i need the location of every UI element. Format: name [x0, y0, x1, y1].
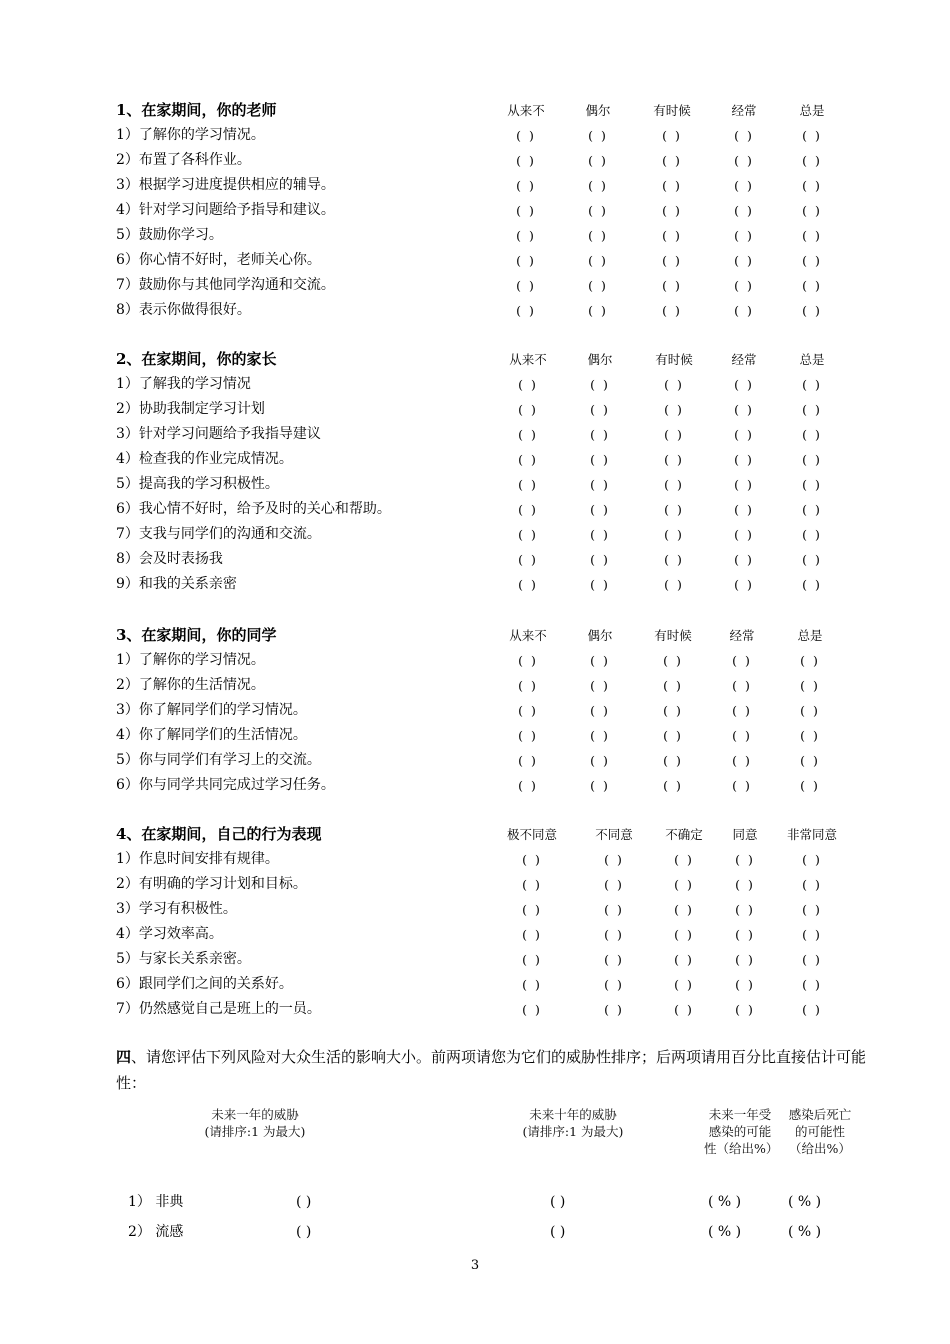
section-self	[116, 822, 856, 1022]
question-text: 8）会及时表扬我	[116, 551, 223, 567]
answer-checkbox[interactable]: ( )	[800, 653, 820, 668]
answer-checkbox[interactable]: ( )	[800, 728, 820, 743]
answer-checkbox[interactable]: ( )	[664, 552, 684, 567]
column-header-one-year	[190, 1106, 320, 1140]
option-header: 经常	[731, 352, 757, 367]
answer-checkbox[interactable]: ( )	[518, 552, 538, 567]
answer-checkbox[interactable]: ( )	[800, 778, 820, 793]
answer-checkbox[interactable]: ( )	[802, 253, 822, 268]
question-row	[116, 148, 856, 173]
answer-checkbox[interactable]: ( )	[518, 678, 538, 693]
answer-checkbox[interactable]: ( )	[734, 527, 754, 542]
question-text: 5）与家长关系亲密。	[116, 951, 251, 967]
section-classmate	[116, 623, 856, 798]
answer-checkbox[interactable]: ( )	[663, 653, 683, 668]
question-row	[116, 447, 856, 472]
answer-checkbox[interactable]: ( )	[664, 377, 684, 392]
option-header: 有时候	[653, 103, 691, 118]
page-number: 3	[470, 1258, 480, 1273]
answer-checkbox[interactable]: ( )	[664, 527, 684, 542]
risk-label: 2） 流感	[128, 1224, 184, 1240]
option-header: 有时候	[655, 352, 693, 367]
question-row	[116, 897, 856, 922]
answer-checkbox[interactable]: ( )	[802, 278, 822, 293]
rank-one-year-field[interactable]: ( )	[296, 1224, 312, 1240]
answer-checkbox[interactable]: ( )	[802, 303, 822, 318]
question-row	[116, 723, 856, 748]
answer-checkbox[interactable]: ( )	[734, 427, 754, 442]
section-title: 4、在家期间，自己的行为表现	[116, 825, 322, 843]
risk-row-sars	[116, 1189, 876, 1215]
answer-checkbox[interactable]: ( )	[663, 753, 683, 768]
answer-checkbox[interactable]: ( )	[516, 128, 536, 143]
answer-checkbox[interactable]: ( )	[516, 153, 536, 168]
answer-checkbox[interactable]: ( )	[590, 502, 610, 517]
question-row	[116, 223, 856, 248]
question-text: 2）布置了各科作业。	[116, 152, 251, 168]
header-line: 未来一年的威胁	[211, 1107, 299, 1122]
answer-checkbox[interactable]: ( )	[802, 577, 822, 592]
question-text: 3）根据学习进度提供相应的辅导。	[116, 177, 335, 193]
question-text: 5）你与同学们有学习上的交流。	[116, 752, 321, 768]
question-row	[116, 522, 856, 547]
answer-checkbox[interactable]: ( )	[802, 402, 822, 417]
header-note: (请排序:1 为最大)	[522, 1124, 624, 1139]
question-row	[116, 698, 856, 723]
option-header: 从来不	[509, 352, 547, 367]
question-text: 6）我心情不好时，给予及时的关心和帮助。	[116, 501, 391, 517]
answer-checkbox[interactable]: ( )	[735, 852, 755, 867]
answer-checkbox[interactable]: ( )	[590, 678, 610, 693]
answer-checkbox[interactable]: ( )	[800, 703, 820, 718]
answer-checkbox[interactable]: ( )	[734, 452, 754, 467]
answer-checkbox[interactable]: ( )	[588, 153, 608, 168]
answer-checkbox[interactable]: ( )	[734, 203, 754, 218]
answer-checkbox[interactable]: ( )	[590, 728, 610, 743]
answer-checkbox[interactable]: ( )	[590, 527, 610, 542]
question-text: 7）仍然感觉自己是班上的一员。	[116, 1001, 321, 1017]
option-header: 有时候	[654, 628, 692, 643]
question-number: 四	[116, 1048, 132, 1066]
option-header: 同意	[732, 827, 758, 842]
question-text: 7）支我与同学们的沟通和交流。	[116, 526, 321, 542]
answer-checkbox[interactable]: ( )	[674, 877, 694, 892]
question-row	[116, 372, 856, 397]
answer-checkbox[interactable]: ( )	[518, 728, 538, 743]
option-header: 偶尔	[585, 103, 611, 118]
option-header: 经常	[731, 103, 757, 118]
answer-checkbox[interactable]: ( )	[732, 778, 752, 793]
answer-checkbox[interactable]: ( )	[802, 228, 822, 243]
header-text: 未来一年受感染的可能性（给出%）	[704, 1107, 779, 1156]
answer-checkbox[interactable]: ( )	[734, 153, 754, 168]
answer-checkbox[interactable]: ( )	[604, 952, 624, 967]
answer-checkbox[interactable]: ( )	[734, 502, 754, 517]
answer-checkbox[interactable]: ( )	[802, 877, 822, 892]
question-row	[116, 748, 856, 773]
answer-checkbox[interactable]: ( )	[516, 178, 536, 193]
question-text: 6）你心情不好时，老师关心你。	[116, 252, 321, 268]
answer-checkbox[interactable]: ( )	[662, 303, 682, 318]
section-header	[116, 623, 856, 648]
question-text: 1）了解你的学习情况。	[116, 652, 265, 668]
option-header: 极不同意	[506, 827, 558, 842]
question-row	[116, 422, 856, 447]
answer-checkbox[interactable]: ( )	[802, 427, 822, 442]
question-row	[116, 572, 856, 597]
answer-checkbox[interactable]: ( )	[664, 402, 684, 417]
question-instruction: 、请您评估下列风险对大众生活的影响大小。前两项请您为它们的威胁性排序；后两项请用百分比直接估计可能性：	[116, 1048, 867, 1092]
question-row	[116, 972, 856, 997]
answer-checkbox[interactable]: ( )	[734, 577, 754, 592]
answer-checkbox[interactable]: ( )	[518, 653, 538, 668]
answer-checkbox[interactable]: ( )	[735, 877, 755, 892]
answer-checkbox[interactable]: ( )	[662, 278, 682, 293]
question-text: 9）和我的关系亲密	[116, 576, 237, 592]
answer-checkbox[interactable]: ( )	[664, 502, 684, 517]
answer-checkbox[interactable]: ( )	[664, 452, 684, 467]
answer-checkbox[interactable]: ( )	[590, 577, 610, 592]
option-header: 经常	[729, 628, 755, 643]
question-row	[116, 123, 856, 148]
question-row	[116, 648, 856, 673]
answer-checkbox[interactable]: ( )	[735, 927, 755, 942]
question-row	[116, 673, 856, 698]
question-row	[116, 872, 856, 897]
answer-checkbox[interactable]: ( )	[522, 977, 542, 992]
option-header: 非常同意	[786, 827, 838, 842]
death-percent-field[interactable]: ( % )	[788, 1194, 822, 1210]
option-header: 不确定	[665, 827, 703, 842]
answer-checkbox[interactable]: ( )	[590, 377, 610, 392]
question-row	[116, 997, 856, 1022]
answer-checkbox[interactable]: ( )	[674, 852, 694, 867]
question-text: 2）了解你的生活情况。	[116, 677, 265, 693]
answer-checkbox[interactable]: ( )	[522, 1002, 542, 1017]
answer-checkbox[interactable]: ( )	[518, 778, 538, 793]
option-header: 偶尔	[587, 628, 613, 643]
answer-checkbox[interactable]: ( )	[802, 128, 822, 143]
answer-checkbox[interactable]: ( )	[518, 577, 538, 592]
question-text: 4）学习效率高。	[116, 926, 223, 942]
question-row	[116, 497, 856, 522]
answer-checkbox[interactable]: ( )	[518, 703, 538, 718]
rank-ten-year-field[interactable]: ( )	[550, 1194, 566, 1210]
answer-checkbox[interactable]: ( )	[802, 502, 822, 517]
answer-checkbox[interactable]: ( )	[590, 452, 610, 467]
answer-checkbox[interactable]: ( )	[588, 303, 608, 318]
header-text: 感染后死亡的可能性（给出%）	[788, 1107, 852, 1156]
answer-checkbox[interactable]: ( )	[590, 703, 610, 718]
question-row	[116, 298, 856, 323]
answer-checkbox[interactable]: ( )	[662, 128, 682, 143]
infection-percent-field[interactable]: ( % )	[708, 1194, 742, 1210]
answer-checkbox[interactable]: ( )	[604, 927, 624, 942]
question-text: 6）跟同学们之间的关系好。	[116, 976, 293, 992]
question-row	[116, 947, 856, 972]
rank-one-year-field[interactable]: ( )	[296, 1194, 312, 1210]
section-title: 3、在家期间，你的同学	[116, 626, 277, 644]
answer-checkbox[interactable]: ( )	[802, 452, 822, 467]
answer-checkbox[interactable]: ( )	[604, 1002, 624, 1017]
question-text: 5）提高我的学习积极性。	[116, 476, 279, 492]
answer-checkbox[interactable]: ( )	[732, 653, 752, 668]
answer-checkbox[interactable]: ( )	[604, 902, 624, 917]
answer-checkbox[interactable]: ( )	[518, 402, 538, 417]
section-header	[116, 822, 856, 847]
answer-checkbox[interactable]: ( )	[802, 527, 822, 542]
question-text: 5）鼓励你学习。	[116, 227, 223, 243]
answer-checkbox[interactable]: ( )	[588, 203, 608, 218]
question-row	[116, 773, 856, 798]
answer-checkbox[interactable]: ( )	[590, 753, 610, 768]
section-parent	[116, 347, 856, 597]
answer-checkbox[interactable]: ( )	[663, 778, 683, 793]
answer-checkbox[interactable]: ( )	[663, 703, 683, 718]
answer-checkbox[interactable]: ( )	[802, 477, 822, 492]
answer-checkbox[interactable]: ( )	[802, 203, 822, 218]
answer-checkbox[interactable]: ( )	[802, 952, 822, 967]
question-text: 3）学习有积极性。	[116, 901, 237, 917]
question-row	[116, 397, 856, 422]
option-header: 总是	[799, 352, 825, 367]
answer-checkbox[interactable]: ( )	[802, 377, 822, 392]
answer-checkbox[interactable]: ( )	[662, 253, 682, 268]
column-header-infection	[704, 1106, 779, 1157]
answer-checkbox[interactable]: ( )	[662, 153, 682, 168]
risk-row-flu	[116, 1219, 876, 1245]
question-text: 4）针对学习问题给予指导和建议。	[116, 202, 335, 218]
answer-checkbox[interactable]: ( )	[735, 1002, 755, 1017]
question-text: 3）你了解同学们的学习情况。	[116, 702, 307, 718]
answer-checkbox[interactable]: ( )	[604, 977, 624, 992]
question-text: 4）你了解同学们的生活情况。	[116, 727, 307, 743]
answer-checkbox[interactable]: ( )	[516, 303, 536, 318]
answer-checkbox[interactable]: ( )	[588, 278, 608, 293]
section-title: 2、在家期间，你的家长	[116, 350, 277, 368]
answer-checkbox[interactable]: ( )	[522, 877, 542, 892]
answer-checkbox[interactable]: ( )	[663, 728, 683, 743]
question-text: 4）检查我的作业完成情况。	[116, 451, 293, 467]
answer-checkbox[interactable]: ( )	[674, 927, 694, 942]
answer-checkbox[interactable]: ( )	[734, 228, 754, 243]
answer-checkbox[interactable]: ( )	[802, 977, 822, 992]
column-header-death	[784, 1106, 856, 1157]
question-row	[116, 198, 856, 223]
option-header: 不同意	[595, 827, 633, 842]
risk-question	[116, 1044, 876, 1096]
answer-checkbox[interactable]: ( )	[664, 577, 684, 592]
column-header-ten-year	[508, 1106, 638, 1140]
option-header: 偶尔	[587, 352, 613, 367]
question-row	[116, 922, 856, 947]
answer-checkbox[interactable]: ( )	[588, 228, 608, 243]
answer-checkbox[interactable]: ( )	[588, 128, 608, 143]
answer-checkbox[interactable]: ( )	[800, 678, 820, 693]
answer-checkbox[interactable]: ( )	[734, 402, 754, 417]
answer-checkbox[interactable]: ( )	[734, 128, 754, 143]
answer-checkbox[interactable]: ( )	[518, 527, 538, 542]
answer-checkbox[interactable]: ( )	[674, 977, 694, 992]
question-text: 3）针对学习问题给予我指导建议	[116, 426, 321, 442]
answer-checkbox[interactable]: ( )	[590, 402, 610, 417]
option-header: 从来不	[509, 628, 547, 643]
answer-checkbox[interactable]: ( )	[732, 703, 752, 718]
question-row	[116, 173, 856, 198]
answer-checkbox[interactable]: ( )	[732, 678, 752, 693]
answer-checkbox[interactable]: ( )	[802, 552, 822, 567]
question-row	[116, 547, 856, 572]
question-text: 1）了解你的学习情况。	[116, 127, 265, 143]
answer-checkbox[interactable]: ( )	[662, 178, 682, 193]
answer-checkbox[interactable]: ( )	[732, 753, 752, 768]
answer-checkbox[interactable]: ( )	[664, 427, 684, 442]
question-text: 2）协助我制定学习计划	[116, 401, 265, 417]
question-text: 8）表示你做得很好。	[116, 302, 251, 318]
answer-checkbox[interactable]: ( )	[522, 952, 542, 967]
answer-checkbox[interactable]: ( )	[664, 477, 684, 492]
section-title: 1、在家期间，你的老师	[116, 101, 277, 119]
answer-checkbox[interactable]: ( )	[516, 228, 536, 243]
answer-checkbox[interactable]: ( )	[518, 427, 538, 442]
answer-checkbox[interactable]: ( )	[588, 253, 608, 268]
answer-checkbox[interactable]: ( )	[590, 427, 610, 442]
question-text: 7）鼓励你与其他同学沟通和交流。	[116, 277, 335, 293]
answer-checkbox[interactable]: ( )	[522, 852, 542, 867]
question-text: 1）作息时间安排有规律。	[116, 851, 279, 867]
answer-checkbox[interactable]: ( )	[590, 477, 610, 492]
question-row	[116, 248, 856, 273]
answer-checkbox[interactable]: ( )	[735, 902, 755, 917]
answer-checkbox[interactable]: ( )	[662, 203, 682, 218]
answer-checkbox[interactable]: ( )	[518, 377, 538, 392]
option-header: 总是	[797, 628, 823, 643]
answer-checkbox[interactable]: ( )	[516, 278, 536, 293]
answer-checkbox[interactable]: ( )	[662, 228, 682, 243]
answer-checkbox[interactable]: ( )	[590, 778, 610, 793]
rank-ten-year-field[interactable]: ( )	[550, 1224, 566, 1240]
answer-checkbox[interactable]: ( )	[734, 552, 754, 567]
answer-checkbox[interactable]: ( )	[516, 203, 536, 218]
answer-checkbox[interactable]: ( )	[674, 1002, 694, 1017]
answer-checkbox[interactable]: ( )	[802, 1002, 822, 1017]
answer-checkbox[interactable]: ( )	[735, 977, 755, 992]
answer-checkbox[interactable]: ( )	[734, 178, 754, 193]
section-teacher	[116, 98, 856, 323]
question-row	[116, 847, 856, 872]
answer-checkbox[interactable]: ( )	[734, 477, 754, 492]
answer-checkbox[interactable]: ( )	[674, 902, 694, 917]
answer-checkbox[interactable]: ( )	[516, 253, 536, 268]
answer-checkbox[interactable]: ( )	[518, 753, 538, 768]
answer-checkbox[interactable]: ( )	[663, 678, 683, 693]
question-row	[116, 273, 856, 298]
answer-checkbox[interactable]: ( )	[732, 728, 752, 743]
answer-checkbox[interactable]: ( )	[590, 552, 610, 567]
answer-checkbox[interactable]: ( )	[590, 653, 610, 668]
death-percent-field[interactable]: ( % )	[788, 1224, 822, 1240]
answer-checkbox[interactable]: ( )	[802, 178, 822, 193]
answer-checkbox[interactable]: ( )	[734, 303, 754, 318]
answer-checkbox[interactable]: ( )	[734, 377, 754, 392]
section-header	[116, 347, 856, 372]
answer-checkbox[interactable]: ( )	[734, 253, 754, 268]
answer-checkbox[interactable]: ( )	[802, 927, 822, 942]
question-text: 2）有明确的学习计划和目标。	[116, 876, 307, 892]
answer-checkbox[interactable]: ( )	[522, 902, 542, 917]
answer-checkbox[interactable]: ( )	[518, 502, 538, 517]
answer-checkbox[interactable]: ( )	[588, 178, 608, 193]
risk-label: 1） 非典	[128, 1194, 184, 1210]
answer-checkbox[interactable]: ( )	[518, 452, 538, 467]
answer-checkbox[interactable]: ( )	[604, 877, 624, 892]
answer-checkbox[interactable]: ( )	[800, 753, 820, 768]
answer-checkbox[interactable]: ( )	[522, 927, 542, 942]
answer-checkbox[interactable]: ( )	[802, 153, 822, 168]
question-row	[116, 472, 856, 497]
infection-percent-field[interactable]: ( % )	[708, 1224, 742, 1240]
question-text: 6）你与同学共同完成过学习任务。	[116, 777, 335, 793]
header-note: (请排序:1 为最大)	[204, 1124, 306, 1139]
answer-checkbox[interactable]: ( )	[802, 852, 822, 867]
section-header	[116, 98, 856, 123]
answer-checkbox[interactable]: ( )	[802, 902, 822, 917]
answer-checkbox[interactable]: ( )	[735, 952, 755, 967]
header-line: 未来十年的威胁	[529, 1107, 617, 1122]
question-text: 1）了解我的学习情况	[116, 376, 251, 392]
answer-checkbox[interactable]: ( )	[674, 952, 694, 967]
option-header: 从来不	[507, 103, 545, 118]
answer-checkbox[interactable]: ( )	[734, 278, 754, 293]
answer-checkbox[interactable]: ( )	[604, 852, 624, 867]
answer-checkbox[interactable]: ( )	[518, 477, 538, 492]
option-header: 总是	[799, 103, 825, 118]
